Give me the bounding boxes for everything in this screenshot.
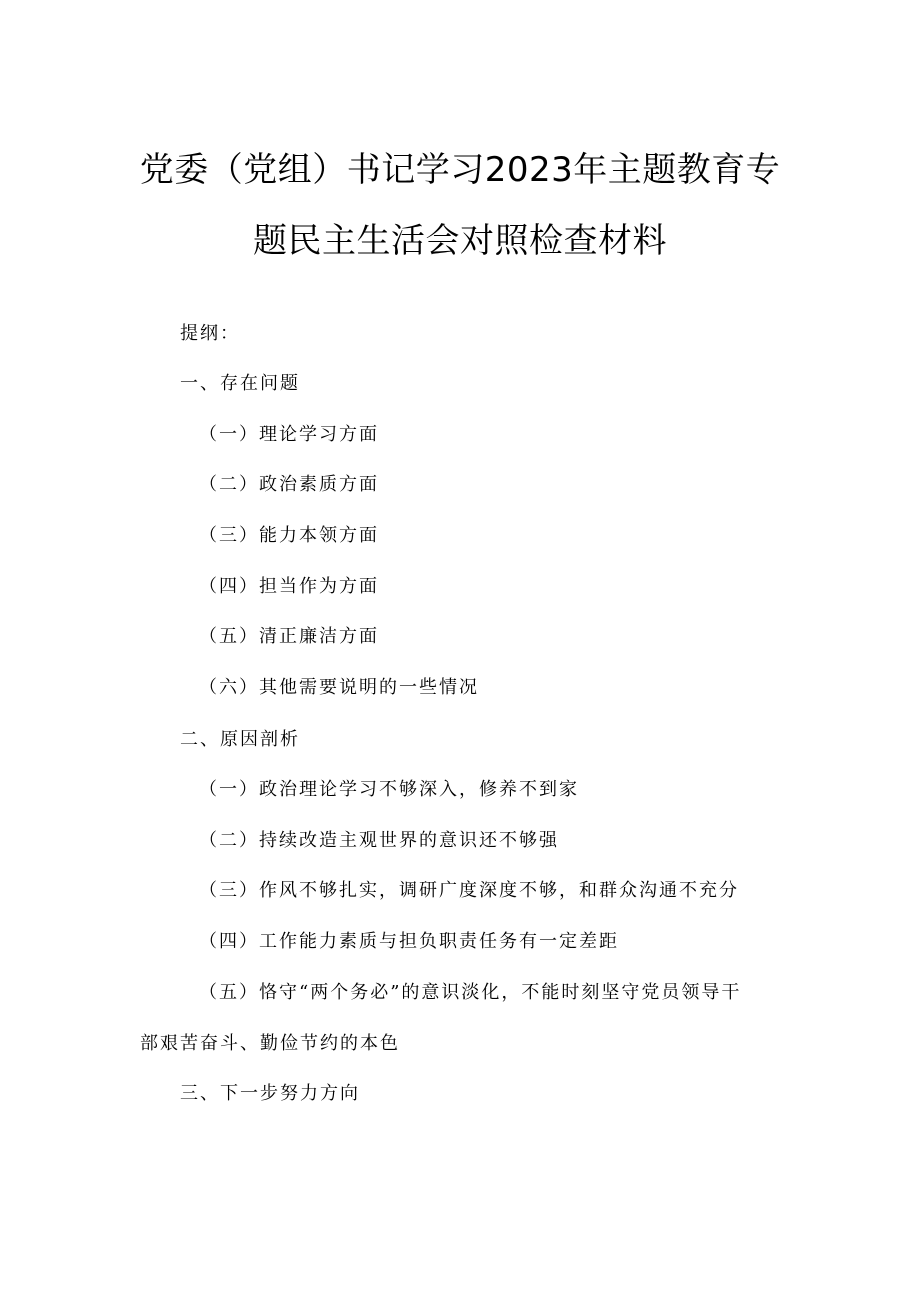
outline-item-continuation: 部艰苦奋斗、勤俭节约的本色 — [140, 1033, 400, 1054]
outline-item: （三）能力本领方面 — [199, 525, 379, 546]
outline-item: （五）恪守“两个务必”的意识淡化，不能时刻坚守党员领导干 — [199, 982, 742, 1003]
document-title-line-2: 题民主生活会对照检查材料 — [253, 221, 667, 261]
outline-item: （一）理论学习方面 — [199, 424, 379, 445]
outline-label: 提纲： — [180, 323, 240, 344]
outline-item: （五）清正廉洁方面 — [199, 626, 379, 647]
section-heading-causes: 二、原因剖析 — [180, 729, 300, 750]
outline-item: （四）担当作为方面 — [199, 576, 379, 597]
section-heading-next-steps: 三、下一步努力方向 — [180, 1083, 360, 1104]
document-title-line-1: 党委（党组）书记学习2023年主题教育专 — [139, 150, 781, 190]
outline-item: （一）政治理论学习不够深入，修养不到家 — [199, 779, 579, 800]
outline-item: （三）作风不够扎实，调研广度深度不够，和群众沟通不充分 — [199, 880, 739, 901]
outline-item: （二）政治素质方面 — [199, 474, 379, 495]
section-heading-problems: 一、存在问题 — [180, 373, 300, 394]
outline-item: （六）其他需要说明的一些情况 — [199, 677, 479, 698]
outline-item: （四）工作能力素质与担负职责任务有一定差距 — [199, 931, 619, 952]
outline-item: （二）持续改造主观世界的意识还不够强 — [199, 830, 559, 851]
